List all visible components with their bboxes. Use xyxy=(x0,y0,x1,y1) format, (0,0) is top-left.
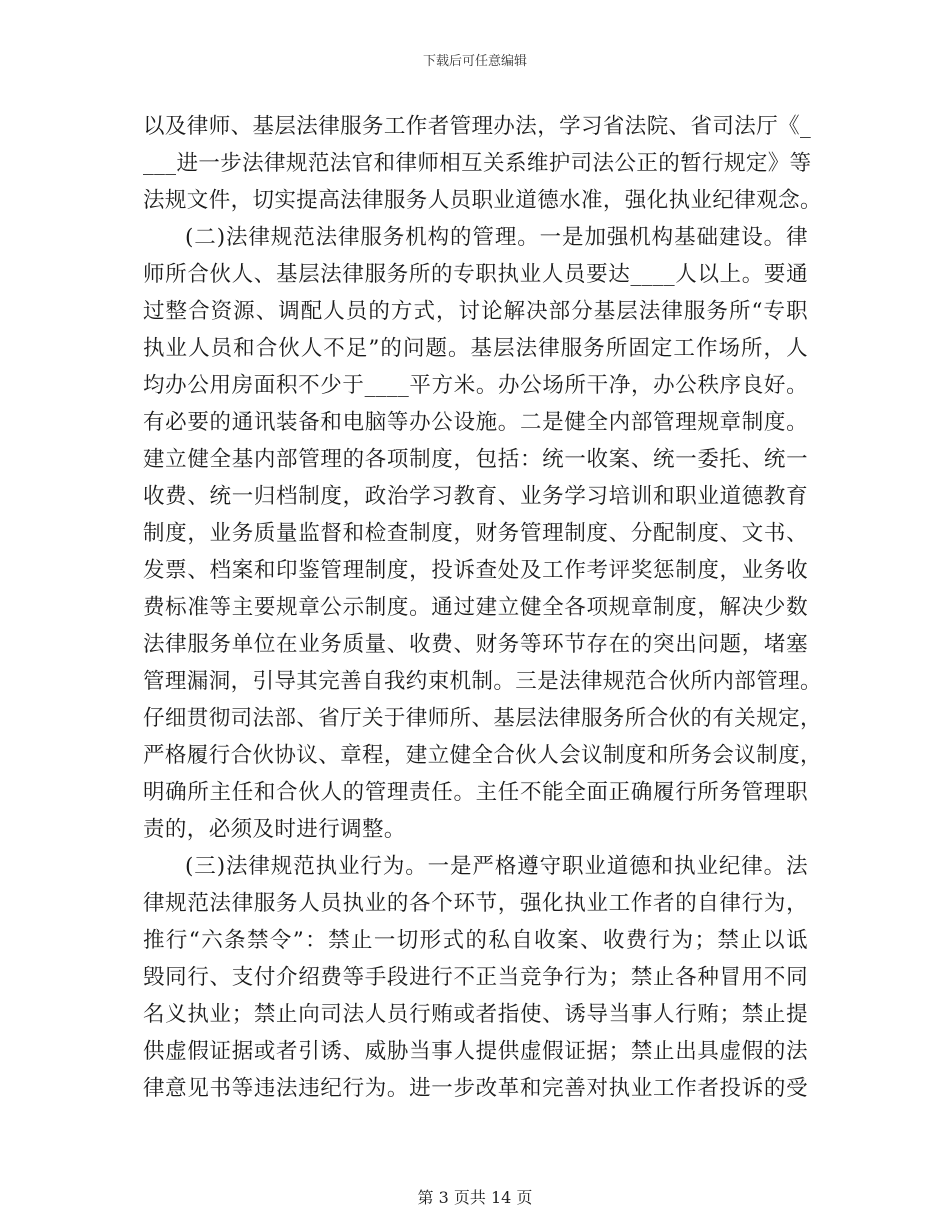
text-line: 发票、档案和印鉴管理制度，投诉查处及工作考评奖惩制度，业务收 xyxy=(143,558,808,583)
page-number: 第 3 页共 14 页 xyxy=(417,1188,533,1207)
text-line: 律意见书等违法违纪行为。进一步改革和完善对执业工作者投诉的受 xyxy=(143,1076,808,1101)
text-line: 毁同行、支付介绍费等手段进行不正当竞争行为；禁止各种冒用不同 xyxy=(143,965,808,990)
page-header: 下载后可任意编辑 xyxy=(422,54,527,69)
text-line: 费标准等主要规章公示制度。通过建立健全各项规章制度，解决少数 xyxy=(143,595,808,620)
text-line: 有必要的通讯装备和电脑等办公设施。二是健全内部管理规章制度。 xyxy=(143,410,808,435)
text-line: 建立健全基内部管理的各项制度，包括：统一收案、统一委托、统一 xyxy=(143,447,808,472)
paragraph-start-line: (二)法律规范法律服务机构的管理。一是加强机构基础建设。律 xyxy=(185,225,808,250)
text-line: 收费、统一归档制度，政治学习教育、业务学习培训和职业道德教育 xyxy=(143,484,808,509)
text-line: 供虚假证据或者引诱、威胁当事人提供虚假证据；禁止出具虚假的法 xyxy=(143,1039,808,1064)
text-line: 名义执业；禁止向司法人员行贿或者指使、诱导当事人行贿；禁止提 xyxy=(143,1002,808,1027)
text-line: 仔细贯彻司法部、省厅关于律师所、基层法律服务所合伙的有关规定， xyxy=(143,706,822,731)
text-line: 责的，必须及时进行调整。 xyxy=(143,817,406,842)
text-line: 均办公用房面积不少于____平方米。办公场所干净，办公秩序良好。 xyxy=(143,373,808,398)
text-line: 推行“六条禁令”：禁止一切形式的私自收案、收费行为；禁止以诋 xyxy=(143,928,808,953)
text-line: 明确所主任和合伙人的管理责任。主任不能全面正确履行所务管理职 xyxy=(143,780,808,805)
document-body xyxy=(143,108,822,1107)
text-line: 师所合伙人、基层法律服务所的专职执业人员要达____人以上。要通 xyxy=(143,262,808,287)
text-line: 执业人员和合伙人不足”的问题。基层法律服务所固定工作场所，人 xyxy=(143,336,808,361)
text-line: ___进一步法律规范法官和律师相互关系维护司法公正的暂行规定》等 xyxy=(143,151,812,176)
text-line: 过整合资源、调配人员的方式，讨论解决部分基层法律服务所“专职 xyxy=(143,299,808,324)
text-line: 法律服务单位在业务质量、收费、财务等环节存在的突出问题，堵塞 xyxy=(143,632,808,657)
text-line: 以及律师、基层法律服务工作者管理办法，学习省法院、省司法厅《_ xyxy=(143,114,812,139)
paragraph-start-line: (三)法律规范执业行为。一是严格遵守职业道德和执业纪律。法 xyxy=(185,854,808,879)
text-line: 法规文件，切实提高法律服务人员职业道德水准，强化执业纪律观念。 xyxy=(143,188,822,213)
text-line: 律规范法律服务人员执业的各个环节，强化执业工作者的自律行为， xyxy=(143,891,808,916)
text-line: 管理漏洞，引导其完善自我约束机制。三是法律规范合伙所内部管理。 xyxy=(143,669,822,694)
text-line: 制度，业务质量监督和检查制度，财务管理制度、分配制度、文书、 xyxy=(143,521,808,546)
text-line: 严格履行合伙协议、章程，建立健全合伙人会议制度和所务会议制度， xyxy=(143,743,822,768)
